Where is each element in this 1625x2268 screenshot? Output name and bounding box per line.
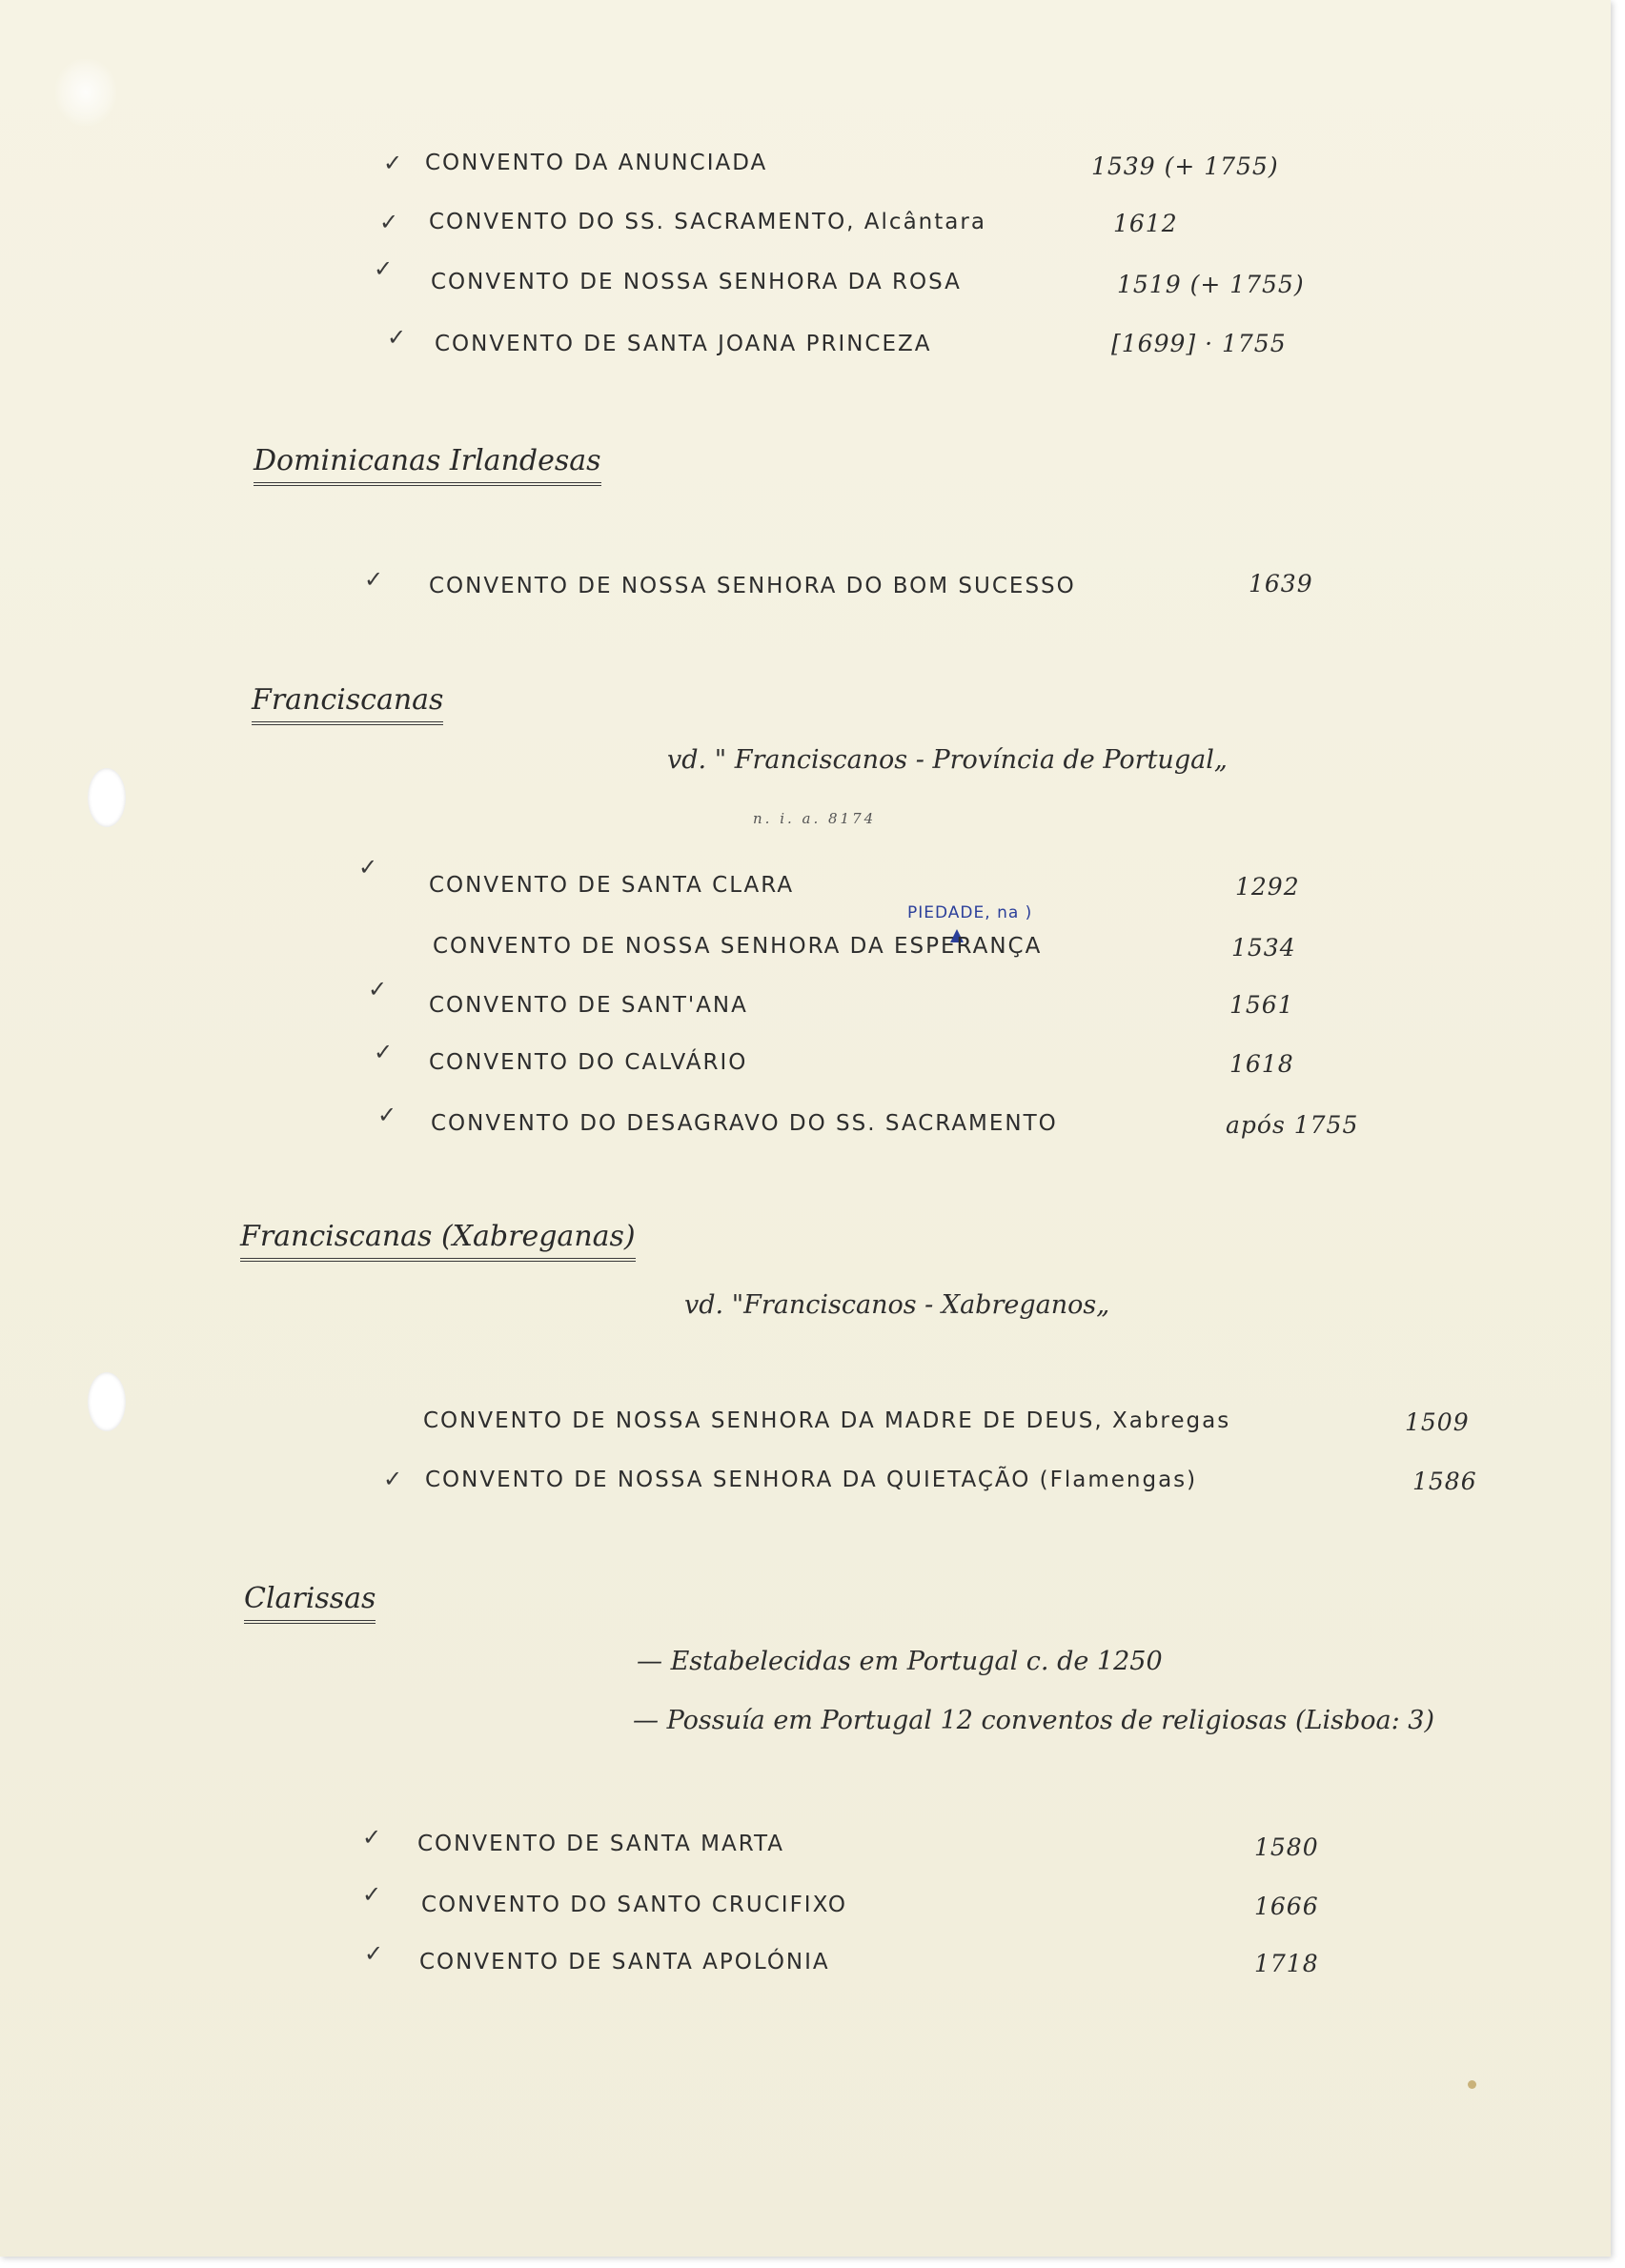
section-heading: Franciscanas (Xabreganas)	[240, 1220, 636, 1262]
reference-note: vd. " Franciscanos - Província de Portugal„	[667, 745, 1228, 775]
convent-name: CONVENTO DO SS. SACRAMENTO, Alcântara	[429, 210, 986, 234]
convent-year: 1292	[1235, 873, 1300, 901]
section-heading: Franciscanas	[252, 683, 443, 725]
convent-name: CONVENTO DE SANTA JOANA PRINCEZA	[435, 332, 932, 356]
convent-name: CONVENTO DE NOSSA SENHORA DA MADRE DE DEUS, Xabregas	[423, 1408, 1231, 1433]
historical-note: — Possuía em Portugal 12 conventos de religiosas (Lisboa: 3)	[633, 1706, 1434, 1735]
catalog-reference: n. i. a. 8174	[753, 810, 877, 827]
punch-hole-upper	[88, 768, 126, 827]
handwritten-correction: PIEDADE, na )	[907, 903, 1033, 922]
check-mark: ✓	[379, 209, 399, 235]
check-mark: ✓	[362, 1881, 382, 1908]
convent-name: CONVENTO DE NOSSA SENHORA DA ROSA	[431, 270, 962, 294]
convent-year: 1534	[1231, 934, 1296, 962]
convent-name: CONVENTO DE SANTA APOLÓNIA	[419, 1950, 830, 1974]
check-mark: ✓	[374, 255, 394, 282]
check-mark: ✓	[364, 1940, 384, 1967]
worn-corner	[55, 59, 116, 126]
historical-note: — Estabelecidas em Portugal c. de 1250	[637, 1647, 1163, 1676]
convent-name: CONVENTO DO SANTO CRUCIFIXO	[421, 1893, 847, 1917]
section-heading: Dominicanas Irlandesas	[254, 444, 601, 486]
reference-note: vd. "Franciscanos - Xabreganos„	[684, 1290, 1110, 1320]
convent-year: 1509	[1405, 1408, 1470, 1436]
convent-name: CONVENTO DO CALVÁRIO	[429, 1050, 748, 1075]
convent-year: [1699] · 1755	[1111, 330, 1287, 357]
convent-year: 1618	[1229, 1050, 1294, 1078]
check-mark: ✓	[364, 566, 384, 593]
convent-name: CONVENTO DE NOSSA SENHORA DO BOM SUCESSO	[429, 574, 1076, 598]
check-mark: ✓	[383, 150, 403, 176]
convent-year: após 1755	[1226, 1111, 1359, 1139]
convent-name: CONVENTO DE NOSSA SENHORA DA QUIETAÇÃO (Flamengas)	[425, 1468, 1198, 1492]
punch-hole-lower	[88, 1372, 126, 1431]
convent-name: CONVENTO DE SANTA MARTA	[417, 1832, 785, 1856]
check-mark: ✓	[387, 324, 407, 351]
convent-name: CONVENTO DA ANUNCIADA	[425, 151, 768, 175]
convent-year: 1586	[1412, 1468, 1477, 1495]
convent-year: 1539 (+ 1755)	[1091, 152, 1279, 180]
check-mark: ✓	[362, 1824, 382, 1851]
convent-name: CONVENTO DE SANTA CLARA	[429, 873, 795, 898]
convent-year: 1718	[1254, 1950, 1319, 1977]
check-mark: ✓	[368, 976, 388, 1002]
check-mark: ✓	[383, 1466, 403, 1492]
convent-name: CONVENTO DE SANT'ANA	[429, 993, 748, 1018]
convent-year: 1561	[1229, 991, 1294, 1019]
convent-year: 1580	[1254, 1833, 1319, 1861]
check-mark: ✓	[377, 1102, 397, 1128]
convent-name: CONVENTO DO DESAGRAVO DO SS. SACRAMENTO	[431, 1111, 1058, 1136]
convent-year: 1666	[1254, 1893, 1319, 1920]
check-mark: ✓	[374, 1039, 394, 1065]
convent-year: 1519 (+ 1755)	[1117, 271, 1305, 298]
convent-year: 1612	[1113, 210, 1178, 237]
section-heading: Clarissas	[244, 1582, 376, 1624]
convent-name: CONVENTO DE NOSSA SENHORA DA ESPERANÇA	[433, 934, 1043, 959]
check-mark: ✓	[358, 854, 378, 881]
paper-stain	[1468, 2080, 1476, 2089]
convent-year: 1639	[1249, 570, 1313, 597]
